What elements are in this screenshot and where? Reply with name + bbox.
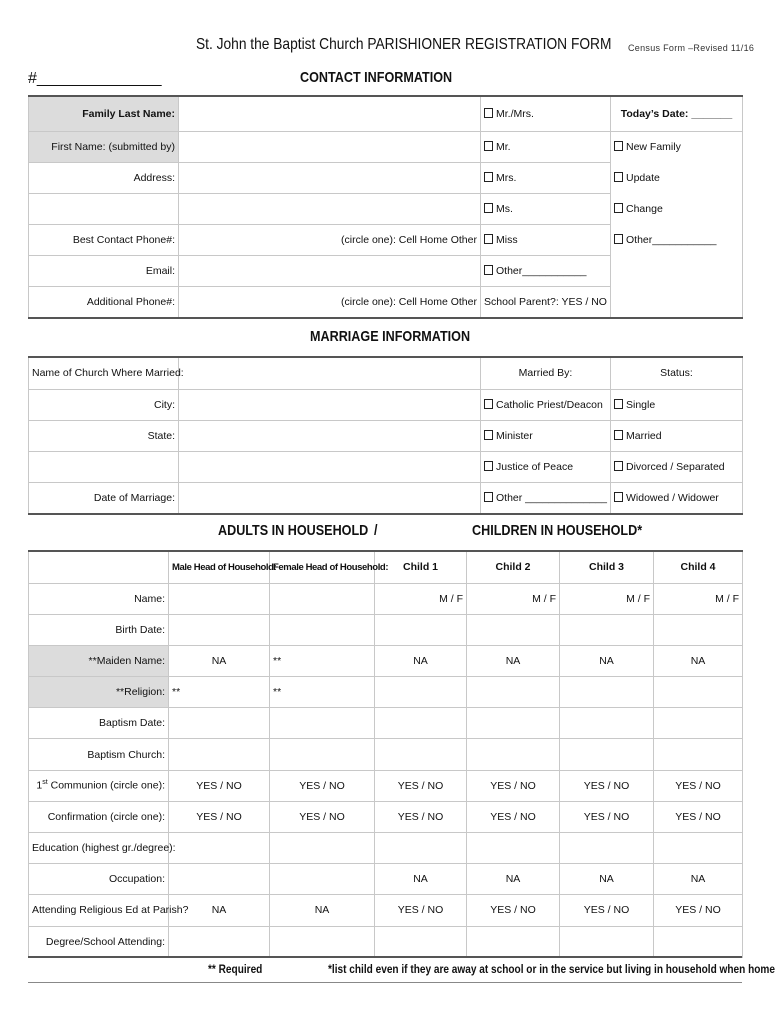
household-cell[interactable] xyxy=(375,833,467,864)
row-label: Baptism Date: xyxy=(29,708,169,739)
household-cell[interactable] xyxy=(169,833,270,864)
row-label: Confirmation (circle one): xyxy=(29,801,169,832)
row-label: Baptism Church: xyxy=(29,739,169,770)
household-cell[interactable] xyxy=(467,614,560,645)
table-row xyxy=(29,833,743,864)
household-cell[interactable]: YES / NO xyxy=(467,801,560,832)
household-bottom-rule xyxy=(28,956,742,958)
household-cell[interactable] xyxy=(654,708,743,739)
household-cell[interactable]: YES / NO xyxy=(560,801,654,832)
household-cell[interactable] xyxy=(169,864,270,895)
row-label: Education (highest gr./degree): xyxy=(29,833,169,864)
checkbox-icon xyxy=(484,492,493,502)
checkbox-icon xyxy=(614,399,623,409)
household-cell[interactable] xyxy=(560,833,654,864)
email-label: Email: xyxy=(29,255,179,286)
required-note: ** Required xyxy=(208,962,263,976)
household-cell[interactable] xyxy=(654,833,743,864)
household-cell[interactable] xyxy=(654,739,743,770)
contact-heading: CONTACT INFORMATION xyxy=(300,69,453,86)
table-row xyxy=(29,614,743,645)
checkbox-icon xyxy=(484,430,493,440)
title-option-other[interactable]: Other___________ xyxy=(481,255,611,286)
state-field[interactable] xyxy=(179,420,481,451)
school-parent-field[interactable]: School Parent?: YES / NO xyxy=(481,286,611,318)
household-cell[interactable]: M / F xyxy=(467,583,560,614)
row-label: Occupation: xyxy=(29,864,169,895)
empty-label xyxy=(29,451,179,482)
update-option-new-family[interactable]: New Family xyxy=(611,131,743,162)
best-phone-field[interactable]: (circle one): Cell Home Other xyxy=(179,224,481,255)
household-cell[interactable]: YES / NO xyxy=(375,801,467,832)
date-of-marriage-field[interactable] xyxy=(179,482,481,514)
household-cell[interactable] xyxy=(270,708,375,739)
address-line-2-label xyxy=(29,193,179,224)
church-married-field[interactable] xyxy=(179,357,481,389)
table-row xyxy=(29,708,743,739)
children-heading: CHILDREN IN HOUSEHOLD* xyxy=(472,522,643,539)
checkbox-icon xyxy=(614,203,623,213)
married-by-option-priest[interactable]: Catholic Priest/Deacon xyxy=(481,389,611,420)
household-table xyxy=(28,550,743,958)
household-cell[interactable]: YES / NO xyxy=(467,770,560,801)
table-row xyxy=(29,770,743,801)
household-cell[interactable] xyxy=(375,708,467,739)
table-row xyxy=(29,895,743,926)
checkbox-icon xyxy=(614,430,623,440)
column-child-2: Child 2 xyxy=(467,551,560,583)
row-label: Name: xyxy=(29,583,169,614)
address-line-2-field[interactable] xyxy=(179,193,481,224)
household-cell[interactable] xyxy=(270,864,375,895)
household-cell[interactable] xyxy=(169,614,270,645)
row-label: **Maiden Name: xyxy=(29,645,169,676)
checkbox-icon xyxy=(484,172,493,182)
church-married-label: Name of Church Where Married: xyxy=(29,357,179,389)
status-option-widowed[interactable]: Widowed / Widower xyxy=(611,482,743,514)
registration-number: #______________ xyxy=(28,70,162,87)
first-name-label: First Name: (submitted by) xyxy=(29,131,179,162)
married-by-option-other[interactable]: Other ______________ xyxy=(481,482,611,514)
state-label: State: xyxy=(29,420,179,451)
household-cell[interactable] xyxy=(467,708,560,739)
household-cell[interactable] xyxy=(270,583,375,614)
household-cell[interactable] xyxy=(467,739,560,770)
household-cell[interactable]: M / F xyxy=(560,583,654,614)
empty-field[interactable] xyxy=(179,451,481,482)
checkbox-icon xyxy=(484,108,493,118)
household-cell[interactable] xyxy=(169,708,270,739)
table-row xyxy=(29,801,743,832)
household-cell[interactable]: YES / NO xyxy=(560,895,654,926)
city-field[interactable] xyxy=(179,389,481,420)
row-label: Birth Date: xyxy=(29,614,169,645)
household-cell[interactable] xyxy=(169,739,270,770)
empty-cell xyxy=(611,255,743,286)
form-title: St. John the Baptist Church PARISHIONER REGISTRATION FORM xyxy=(196,36,612,53)
column-child-1: Child 1 xyxy=(375,551,467,583)
household-cell[interactable] xyxy=(270,926,375,957)
household-cell[interactable] xyxy=(169,583,270,614)
checkbox-icon xyxy=(484,399,493,409)
title-option-ms[interactable]: Ms. xyxy=(481,193,611,224)
household-cell[interactable] xyxy=(560,614,654,645)
household-cell[interactable] xyxy=(560,708,654,739)
marriage-heading: MARRIAGE INFORMATION xyxy=(310,328,471,345)
empty-cell xyxy=(611,286,743,318)
married-by-header: Married By: xyxy=(481,357,611,389)
heading-slash: / xyxy=(374,522,378,539)
married-by-option-minister[interactable]: Minister xyxy=(481,420,611,451)
checkbox-icon xyxy=(484,265,493,275)
family-last-name-field[interactable] xyxy=(179,96,481,131)
address-field[interactable] xyxy=(179,162,481,193)
column-female-head: Female Head of Household: xyxy=(270,551,375,583)
household-cell[interactable]: NA xyxy=(654,864,743,895)
date-of-marriage-label: Date of Marriage: xyxy=(29,482,179,514)
city-label: City: xyxy=(29,389,179,420)
household-cell[interactable]: YES / NO xyxy=(467,895,560,926)
household-cell[interactable]: YES / NO xyxy=(169,801,270,832)
household-cell[interactable] xyxy=(270,739,375,770)
checkbox-icon xyxy=(484,461,493,471)
table-row xyxy=(29,739,743,770)
status-option-divorced[interactable]: Divorced / Separated xyxy=(611,451,743,482)
household-cell[interactable]: YES / NO xyxy=(654,895,743,926)
table-row xyxy=(29,645,743,676)
household-cell[interactable]: M / F xyxy=(375,583,467,614)
household-cell[interactable]: M / F xyxy=(654,583,743,614)
update-option-other[interactable]: Other___________ xyxy=(611,224,743,255)
status-option-single[interactable]: Single xyxy=(611,389,743,420)
checkbox-icon xyxy=(614,492,623,502)
first-name-field[interactable] xyxy=(179,131,481,162)
checkbox-icon xyxy=(614,172,623,182)
household-cell[interactable] xyxy=(560,739,654,770)
household-cell[interactable]: NA xyxy=(467,645,560,676)
household-cell[interactable]: NA xyxy=(375,864,467,895)
household-cell[interactable] xyxy=(169,926,270,957)
checkbox-icon xyxy=(484,203,493,213)
status-header: Status: xyxy=(611,357,743,389)
household-cell[interactable] xyxy=(270,614,375,645)
additional-phone-label: Additional Phone#: xyxy=(29,286,179,318)
table-row xyxy=(29,583,743,614)
checkbox-icon xyxy=(484,141,493,151)
household-cell[interactable]: YES / NO xyxy=(654,770,743,801)
household-cell[interactable] xyxy=(375,926,467,957)
family-last-name-label: Family Last Name: xyxy=(29,96,179,131)
census-revision: Census Form –Revised 11/16 xyxy=(628,43,755,53)
household-cell[interactable] xyxy=(467,677,560,708)
adults-heading: ADULTS IN HOUSEHOLD xyxy=(218,522,369,539)
column-male-head: Male Head of Household: xyxy=(169,551,270,583)
household-cell[interactable]: NA xyxy=(560,645,654,676)
address-label: Address: xyxy=(29,162,179,193)
household-cell[interactable]: YES / NO xyxy=(560,770,654,801)
household-cell[interactable]: NA xyxy=(375,645,467,676)
household-cell[interactable]: ** xyxy=(270,645,375,676)
footer-rule xyxy=(28,982,742,983)
table-row xyxy=(29,926,743,957)
status-option-married[interactable]: Married xyxy=(611,420,743,451)
title-option-mr[interactable]: Mr. xyxy=(481,131,611,162)
table-row xyxy=(29,677,743,708)
household-cell[interactable]: NA xyxy=(169,895,270,926)
column-child-3: Child 3 xyxy=(560,551,654,583)
best-phone-label: Best Contact Phone#: xyxy=(29,224,179,255)
household-cell[interactable] xyxy=(375,739,467,770)
household-corner-cell xyxy=(29,551,169,583)
household-cell[interactable] xyxy=(654,926,743,957)
checkbox-icon xyxy=(614,461,623,471)
married-by-option-justice[interactable]: Justice of Peace xyxy=(481,451,611,482)
children-note: *list child even if they are away at school or in the service but living in household when home xyxy=(328,962,775,976)
household-cell[interactable]: ** xyxy=(169,677,270,708)
household-cell[interactable]: YES / NO xyxy=(270,770,375,801)
update-option-update[interactable]: Update xyxy=(611,162,743,193)
household-cell[interactable]: YES / NO xyxy=(169,770,270,801)
title-option-mr-mrs[interactable]: Mr./Mrs. xyxy=(481,96,611,131)
household-cell[interactable]: YES / NO xyxy=(270,801,375,832)
title-option-miss[interactable]: Miss xyxy=(481,224,611,255)
column-child-4: Child 4 xyxy=(654,551,743,583)
contact-table xyxy=(28,95,743,319)
household-cell[interactable]: NA xyxy=(467,864,560,895)
household-cell[interactable] xyxy=(375,677,467,708)
marriage-table xyxy=(28,356,743,515)
household-cell[interactable] xyxy=(654,677,743,708)
household-cell[interactable] xyxy=(654,614,743,645)
additional-phone-field[interactable]: (circle one): Cell Home Other xyxy=(179,286,481,318)
household-cell[interactable] xyxy=(270,833,375,864)
household-cell[interactable] xyxy=(467,833,560,864)
household-cell[interactable]: YES / NO xyxy=(375,770,467,801)
household-cell[interactable]: NA xyxy=(169,645,270,676)
household-cell[interactable]: NA xyxy=(654,645,743,676)
todays-date-field[interactable]: Today’s Date: _______ xyxy=(611,96,743,131)
checkbox-icon xyxy=(614,141,623,151)
household-cell[interactable] xyxy=(560,677,654,708)
checkbox-icon xyxy=(614,234,623,244)
row-label: Attending Religious Ed at Parish? xyxy=(29,895,169,926)
household-cell[interactable]: NA xyxy=(270,895,375,926)
household-cell[interactable]: NA xyxy=(560,864,654,895)
row-label: Degree/School Attending: xyxy=(29,926,169,957)
household-cell[interactable] xyxy=(375,614,467,645)
table-row xyxy=(29,864,743,895)
update-option-change[interactable]: Change xyxy=(611,193,743,224)
household-cell[interactable] xyxy=(467,926,560,957)
checkbox-icon xyxy=(484,234,493,244)
email-field[interactable] xyxy=(179,255,481,286)
title-option-mrs[interactable]: Mrs. xyxy=(481,162,611,193)
row-label: **Religion: xyxy=(29,677,169,708)
row-label: 1st Communion (circle one): xyxy=(29,770,169,801)
household-cell[interactable] xyxy=(560,926,654,957)
household-cell[interactable]: ** xyxy=(270,677,375,708)
household-cell[interactable]: YES / NO xyxy=(654,801,743,832)
household-cell[interactable]: YES / NO xyxy=(375,895,467,926)
